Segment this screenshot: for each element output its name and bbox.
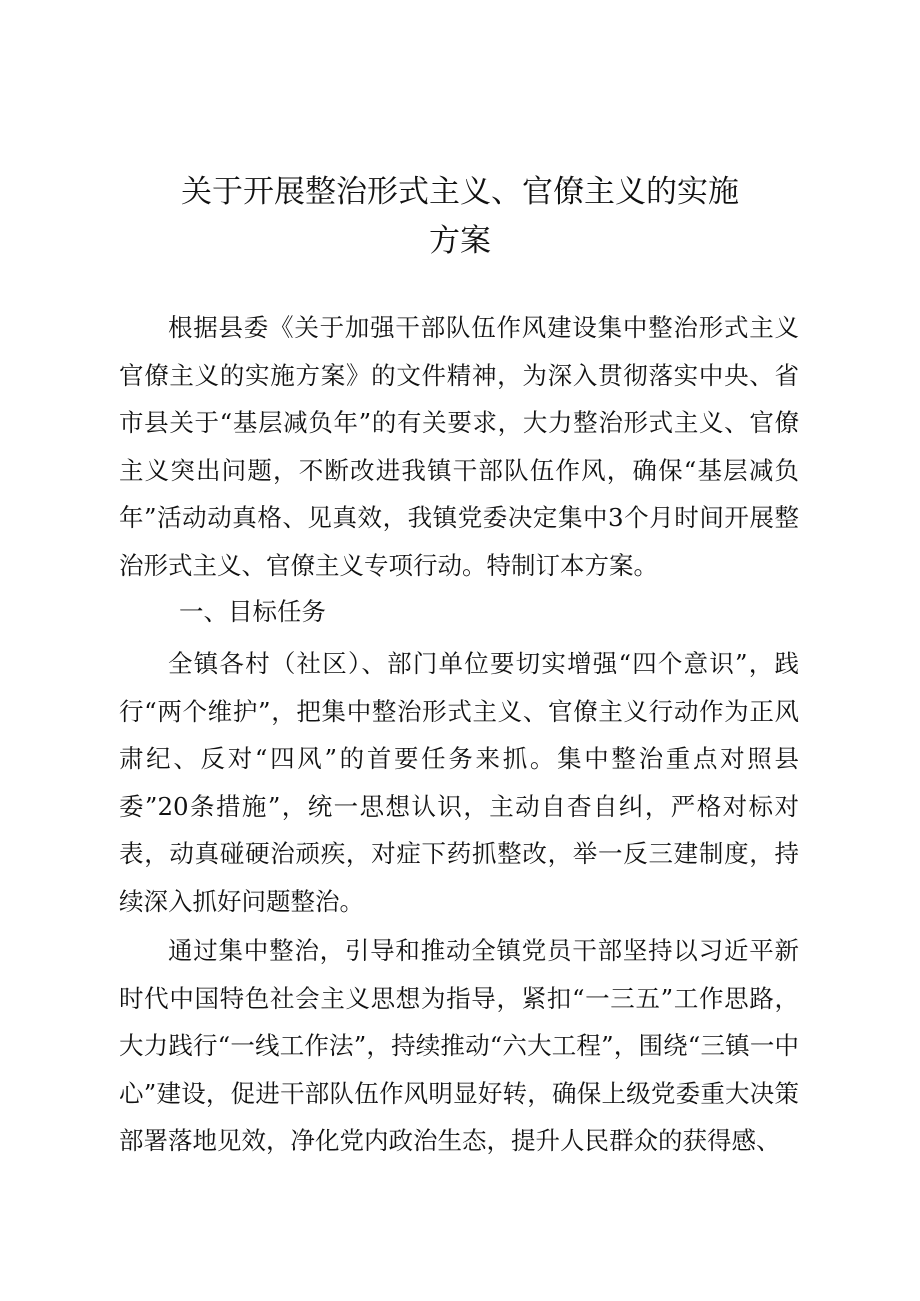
paragraph-intro: 根据县委《关于加强干部队伍作风建设集中整治形式主义官僚主义的实施方案》的文件精神，为深入贯彻落实中央、省市县关于“基层减负年”的有关要求，大力整治形式主义、官僚主义突出问题，不断改进我镇干部队伍作风，确保“基层减负年”活动动真格、见真效，我镇党委决定集中3个月时间开展整治形式主义、官僚主义专项行动。特制订本方案。 <box>119 313 799 580</box>
section-heading-goals: 一、目标任务 <box>179 597 326 626</box>
paragraph-goals: 全镇各村（社区）、部门单位要切实增强“四个意识”，践行“两个维护”，把集中整治形式主义、官僚主义行动作为正风肃纪、反对“四风”的首要任务来抓。集中整治重点对照县委”20条措施”，统一思想认识，主动自杳自纠，严格对标对表，动真碰硬治顽疾，对症下药抓整改，举一反三建制度，持续深入抓好问题整治。 <box>119 649 799 916</box>
paragraph-outcomes: 通过集中整治，引导和推动全镇党员干部坚持以习近平新时代中国特色社会主义思想为指导，紧扣“一三五”工作思路，大力践行“一线工作法”，持续推动“六大工程”，围绕“三镇一中心”建设，促进干部队伍作风明显好转，确保上级党委重大决策部署落地见效，净化党内政治生态，提升人民群众的获得感、 <box>119 936 799 1156</box>
document-title-line-2: 方案 <box>429 223 491 259</box>
document-title-line-1: 关于开展整治形式主义、官僚主义的实施 <box>181 174 739 210</box>
